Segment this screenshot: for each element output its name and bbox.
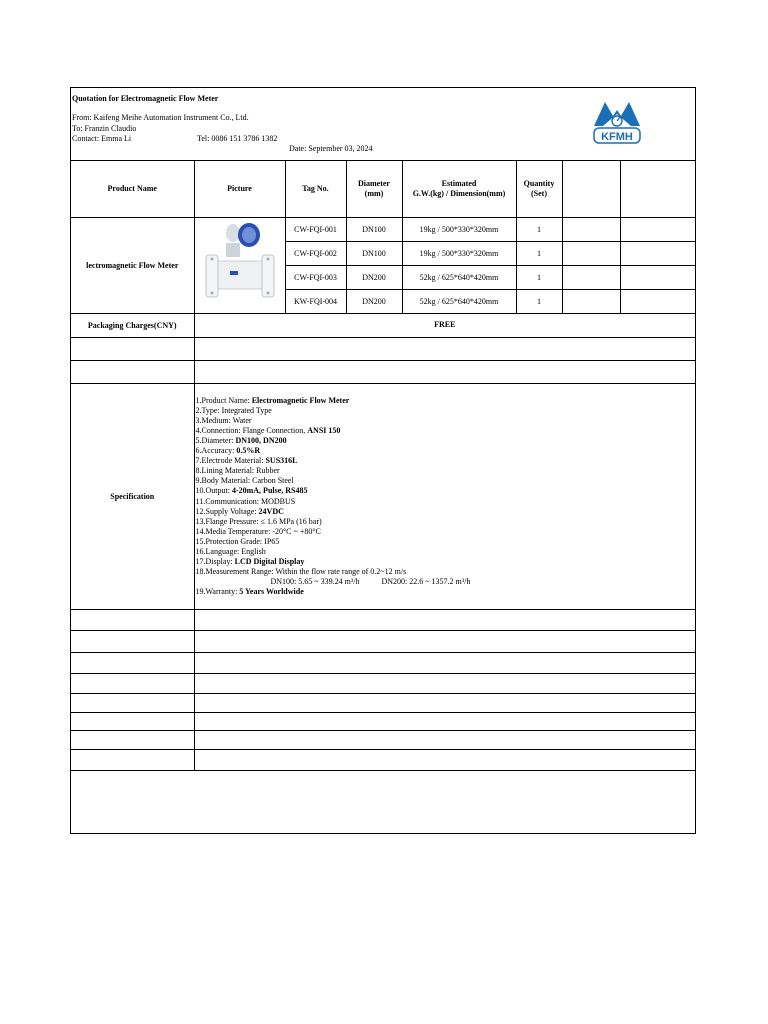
table-row <box>71 218 695 242</box>
spec-line: 16.Language: English <box>195 546 266 556</box>
product-picture <box>194 218 285 314</box>
empty-row <box>71 653 695 674</box>
tel-line: Tel: 0086 151 3786 1382 <box>197 134 278 143</box>
quotation-header <box>71 88 695 161</box>
col-quantity: Quantity (Set) <box>516 161 562 218</box>
spec-line: 10.Output: 4-20mA, Pulse, RS485 <box>195 486 308 496</box>
spec-line: 14.Media Temperature: -20°C ~ +80°C <box>195 526 321 536</box>
packaging-row <box>71 314 695 338</box>
specification-row <box>71 384 695 610</box>
tag-cell: CW-FQI-003 <box>285 266 346 290</box>
specification-label: Specification <box>71 384 194 610</box>
from-line: From: Kaifeng Meihe Automation Instrument Co., Ltd. <box>72 113 249 122</box>
diameter-cell: DN100 <box>346 218 402 242</box>
empty-row <box>71 750 695 771</box>
tag-cell: CW-FQI-001 <box>285 218 346 242</box>
col-product-name: Product Name <box>71 161 194 218</box>
quotation-table <box>71 160 695 835</box>
quotation-sheet <box>70 87 696 834</box>
spec-line: DN100: 5.65 ~ 339.24 m³/h DN200: 22.6 ~ 1357.2 m³/h <box>270 577 471 587</box>
spec-line: 13.Flange Pressure: ≤ 1.6 MPa (16 bar) <box>195 516 322 526</box>
spec-line: 2.Type: Integrated Type <box>195 405 272 415</box>
qty-cell: 1 <box>516 242 562 266</box>
spec-line: 8.Lining Material: Rubber <box>195 466 280 476</box>
product-name-cell: lectromagnetic Flow Meter <box>71 218 194 314</box>
weight-dim-cell: 52kg / 625*640*420mm <box>402 266 516 290</box>
spec-line: 7.Electrode Material: SUS316L <box>195 456 298 466</box>
spec-line: 9.Body Material: Carbon Steel <box>195 476 294 486</box>
col-empty-1 <box>562 161 620 218</box>
diameter-cell: DN100 <box>346 242 402 266</box>
kfmh-logo <box>591 96 643 144</box>
col-picture: Picture <box>194 161 285 218</box>
specification-list <box>194 384 695 610</box>
spec-line: 11.Communication: MODBUS <box>195 496 296 506</box>
qty-cell: 1 <box>516 266 562 290</box>
to-line: To: Franzin Claudio <box>72 124 137 133</box>
table-header-row <box>71 161 695 218</box>
empty-row <box>71 694 695 713</box>
empty-row <box>71 338 695 361</box>
col-diameter: Diameter (mm) <box>346 161 402 218</box>
spec-line: 18.Measurement Range: Within the flow rate range of 0.2~12 m/s <box>195 567 407 577</box>
diameter-cell: DN200 <box>346 290 402 314</box>
spec-line: 15.Protection Grade: IP65 <box>195 536 280 546</box>
weight-dim-cell: 52kg / 625*640*420mm <box>402 290 516 314</box>
weight-dim-cell: 19kg / 500*330*320mm <box>402 242 516 266</box>
spec-line: 12.Supply Voltage: 24VDC <box>195 506 284 516</box>
spec-line: 5.Diameter: DN100, DN200 <box>195 435 287 445</box>
col-estimated: Estimated G.W.(kg) / Dimension(mm) <box>402 161 516 218</box>
spec-line: 4.Connection: Flange Connection, ANSI 150 <box>195 425 341 435</box>
empty-row <box>71 361 695 384</box>
weight-dim-cell: 19kg / 500*330*320mm <box>402 218 516 242</box>
flow-meter-image <box>200 221 280 307</box>
tag-cell: KW-FQI-004 <box>285 290 346 314</box>
logo-text: KFMH <box>601 131 633 143</box>
spec-line: 1.Product Name: Electromagnetic Flow Meter <box>195 395 350 405</box>
empty-row <box>71 713 695 731</box>
empty-row <box>71 631 695 653</box>
spec-line: 3.Medium: Water <box>195 415 252 425</box>
empty-row <box>71 674 695 694</box>
footer-row <box>71 771 695 835</box>
packaging-label: Packaging Charges(CNY) <box>71 314 194 338</box>
empty-row <box>71 610 695 631</box>
col-tag-no: Tag No. <box>285 161 346 218</box>
contact-line: Contact: Emma Li <box>72 134 132 143</box>
date-line: Date: September 03, 2024 <box>289 144 373 153</box>
empty-row <box>71 731 695 750</box>
diameter-cell: DN200 <box>346 266 402 290</box>
tag-cell: CW-FQI-002 <box>285 242 346 266</box>
col-empty-2 <box>620 161 695 218</box>
spec-line: 17.Display: LCD Digital Display <box>195 557 305 567</box>
qty-cell: 1 <box>516 290 562 314</box>
qty-cell: 1 <box>516 218 562 242</box>
packaging-value: FREE <box>194 314 695 338</box>
spec-line: 19.Warranty: 5 Years Worldwide <box>195 587 304 597</box>
quotation-title: Quotation for Electromagnetic Flow Meter <box>72 94 219 103</box>
spec-line: 6.Accuracy: 0.5%R <box>195 446 261 456</box>
